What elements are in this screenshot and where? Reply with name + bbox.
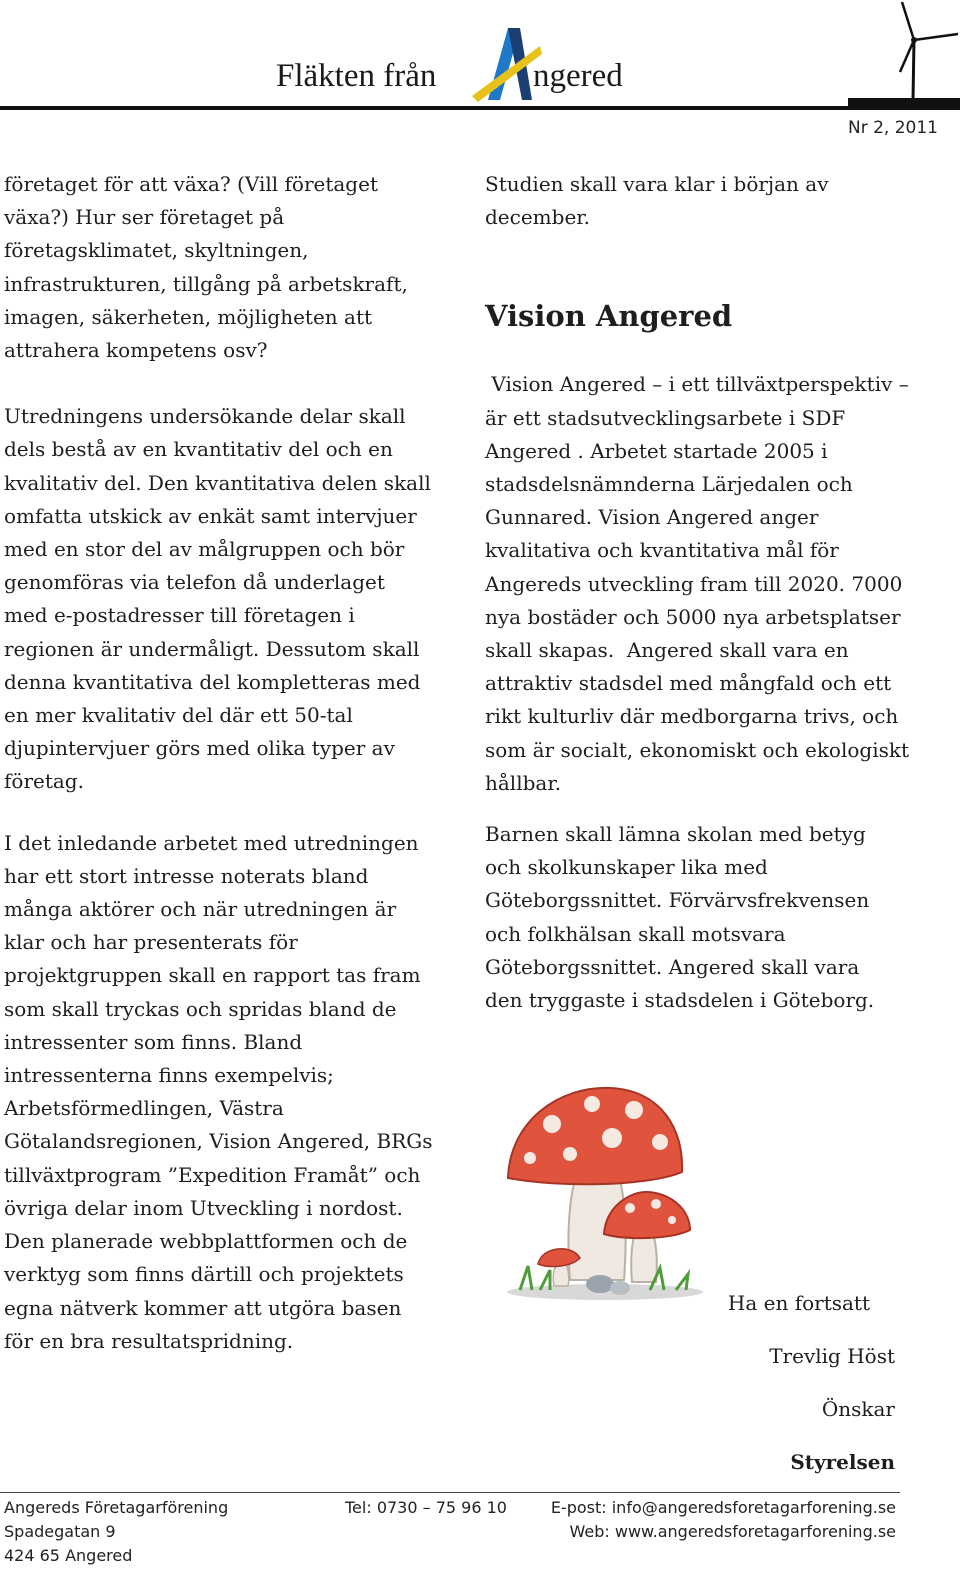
left-column bbox=[4, 168, 434, 1358]
section-heading-vision: Vision Angered bbox=[485, 299, 733, 334]
greeting-line-1: Ha en fortsatt bbox=[727, 1291, 870, 1315]
right-paragraph-2: Vision Angered – i ett tillväxtperspektiv – är ett stadsutvecklingsarbete i SDF Angered . Arbetet startade 2005 i stadsdelsnämnderna Lärjedalen och Gunnared. Vision Angered anger kvalitativa och kvantitativa mål för Angereds utveckling fram till 2020. 7000 nya bostäder och 5000 nya arbetsplatser skall skapas. Angered skall vara en attraktiv stadsdel med mångfald och ett rikt kulturliv där medborgarna trivs, och som är socialt, ekonomiskt och ekologiskt hållbar. bbox=[485, 372, 916, 795]
right-paragraph-3: Barnen skall lämna skolan med betyg och skolkunskaper lika med Göteborgssnittet. Förvärvsfrekvensen och folkhälsan skall motsvara Göteborgssnittet. Angered skall vara den tryggaste i stadsdelen i Göteborg. bbox=[485, 822, 875, 1013]
right-column bbox=[485, 168, 925, 1017]
footer-web: Web: www.angeredsforetagarforening.se bbox=[569, 1522, 896, 1541]
footer-rule bbox=[0, 1492, 900, 1493]
greeting-signature: Styrelsen bbox=[790, 1450, 895, 1474]
footer-email: E-post: info@angeredsforetagarforening.se bbox=[550, 1498, 896, 1517]
masthead-title-left: Fläkten från bbox=[276, 58, 437, 94]
header-rule-base bbox=[848, 98, 960, 110]
right-paragraph-1: Studien skall vara klar i början av december. bbox=[485, 172, 829, 230]
masthead bbox=[0, 52, 960, 112]
mushroom-icon bbox=[500, 1080, 710, 1300]
greeting-line-2: Trevlig Höst bbox=[769, 1344, 895, 1368]
footer-org: Angereds Företagarförening bbox=[4, 1498, 229, 1517]
masthead-title-right: ngered bbox=[533, 58, 623, 94]
left-paragraph-3: I det inledande arbetet med utredningen har ett stort intresse noterats bland många aktörer och när utredningen är klar och har presenterats för projektgruppen skall en rapport tas fram som skall tryckas och spridas bland de intressenter som finns. Bland intressenterna finns exempelvis; Arbetsförmedlingen, Västra Götalandsregionen, Vision Angered, BRGs tillväxtprogram ”Expedition Framåt” och övriga delar inom Utveckling i nordost. Den planerade webbplattformen och de verktyg som finns därtill och projektets egna nätverk kommer att utgöra basen för en bra resultatspridning. bbox=[4, 830, 433, 1353]
issue-number: Nr 2, 2011 bbox=[848, 118, 938, 138]
left-paragraph-2: Utredningens undersökande delar skall dels bestå av en kvantitativ del och en kvalitativ del. Den kvantitativa delen skall omfatta utskick av enkät samt intervjuer med en stor del av målgruppen och bör genomföras via telefon då underlaget med e-postadresser till företagen i regionen är undermåligt. Dessutom skall denna kvantitativa del kompletteras med en mer kvalitativ del där ett 50-tal djupintervjuer görs med olika typer av företag. bbox=[4, 404, 431, 794]
wind-turbine-icon bbox=[880, 0, 960, 108]
left-paragraph-1: företaget för att växa? (Vill företaget växa?) Hur ser företaget på företagsklimatet, skyltningen, infrastrukturen, tillgång på arbetskraft, imagen, säkerheten, möjligheten att attrahera kompetens osv? bbox=[4, 172, 408, 363]
footer-street: Spadegatan 9 bbox=[4, 1522, 116, 1541]
header-rule bbox=[0, 106, 848, 110]
footer-phone: Tel: 0730 – 75 96 10 bbox=[345, 1498, 507, 1517]
greeting-line-3: Önskar bbox=[821, 1397, 895, 1421]
footer-postal: 424 65 Angered bbox=[4, 1546, 133, 1565]
